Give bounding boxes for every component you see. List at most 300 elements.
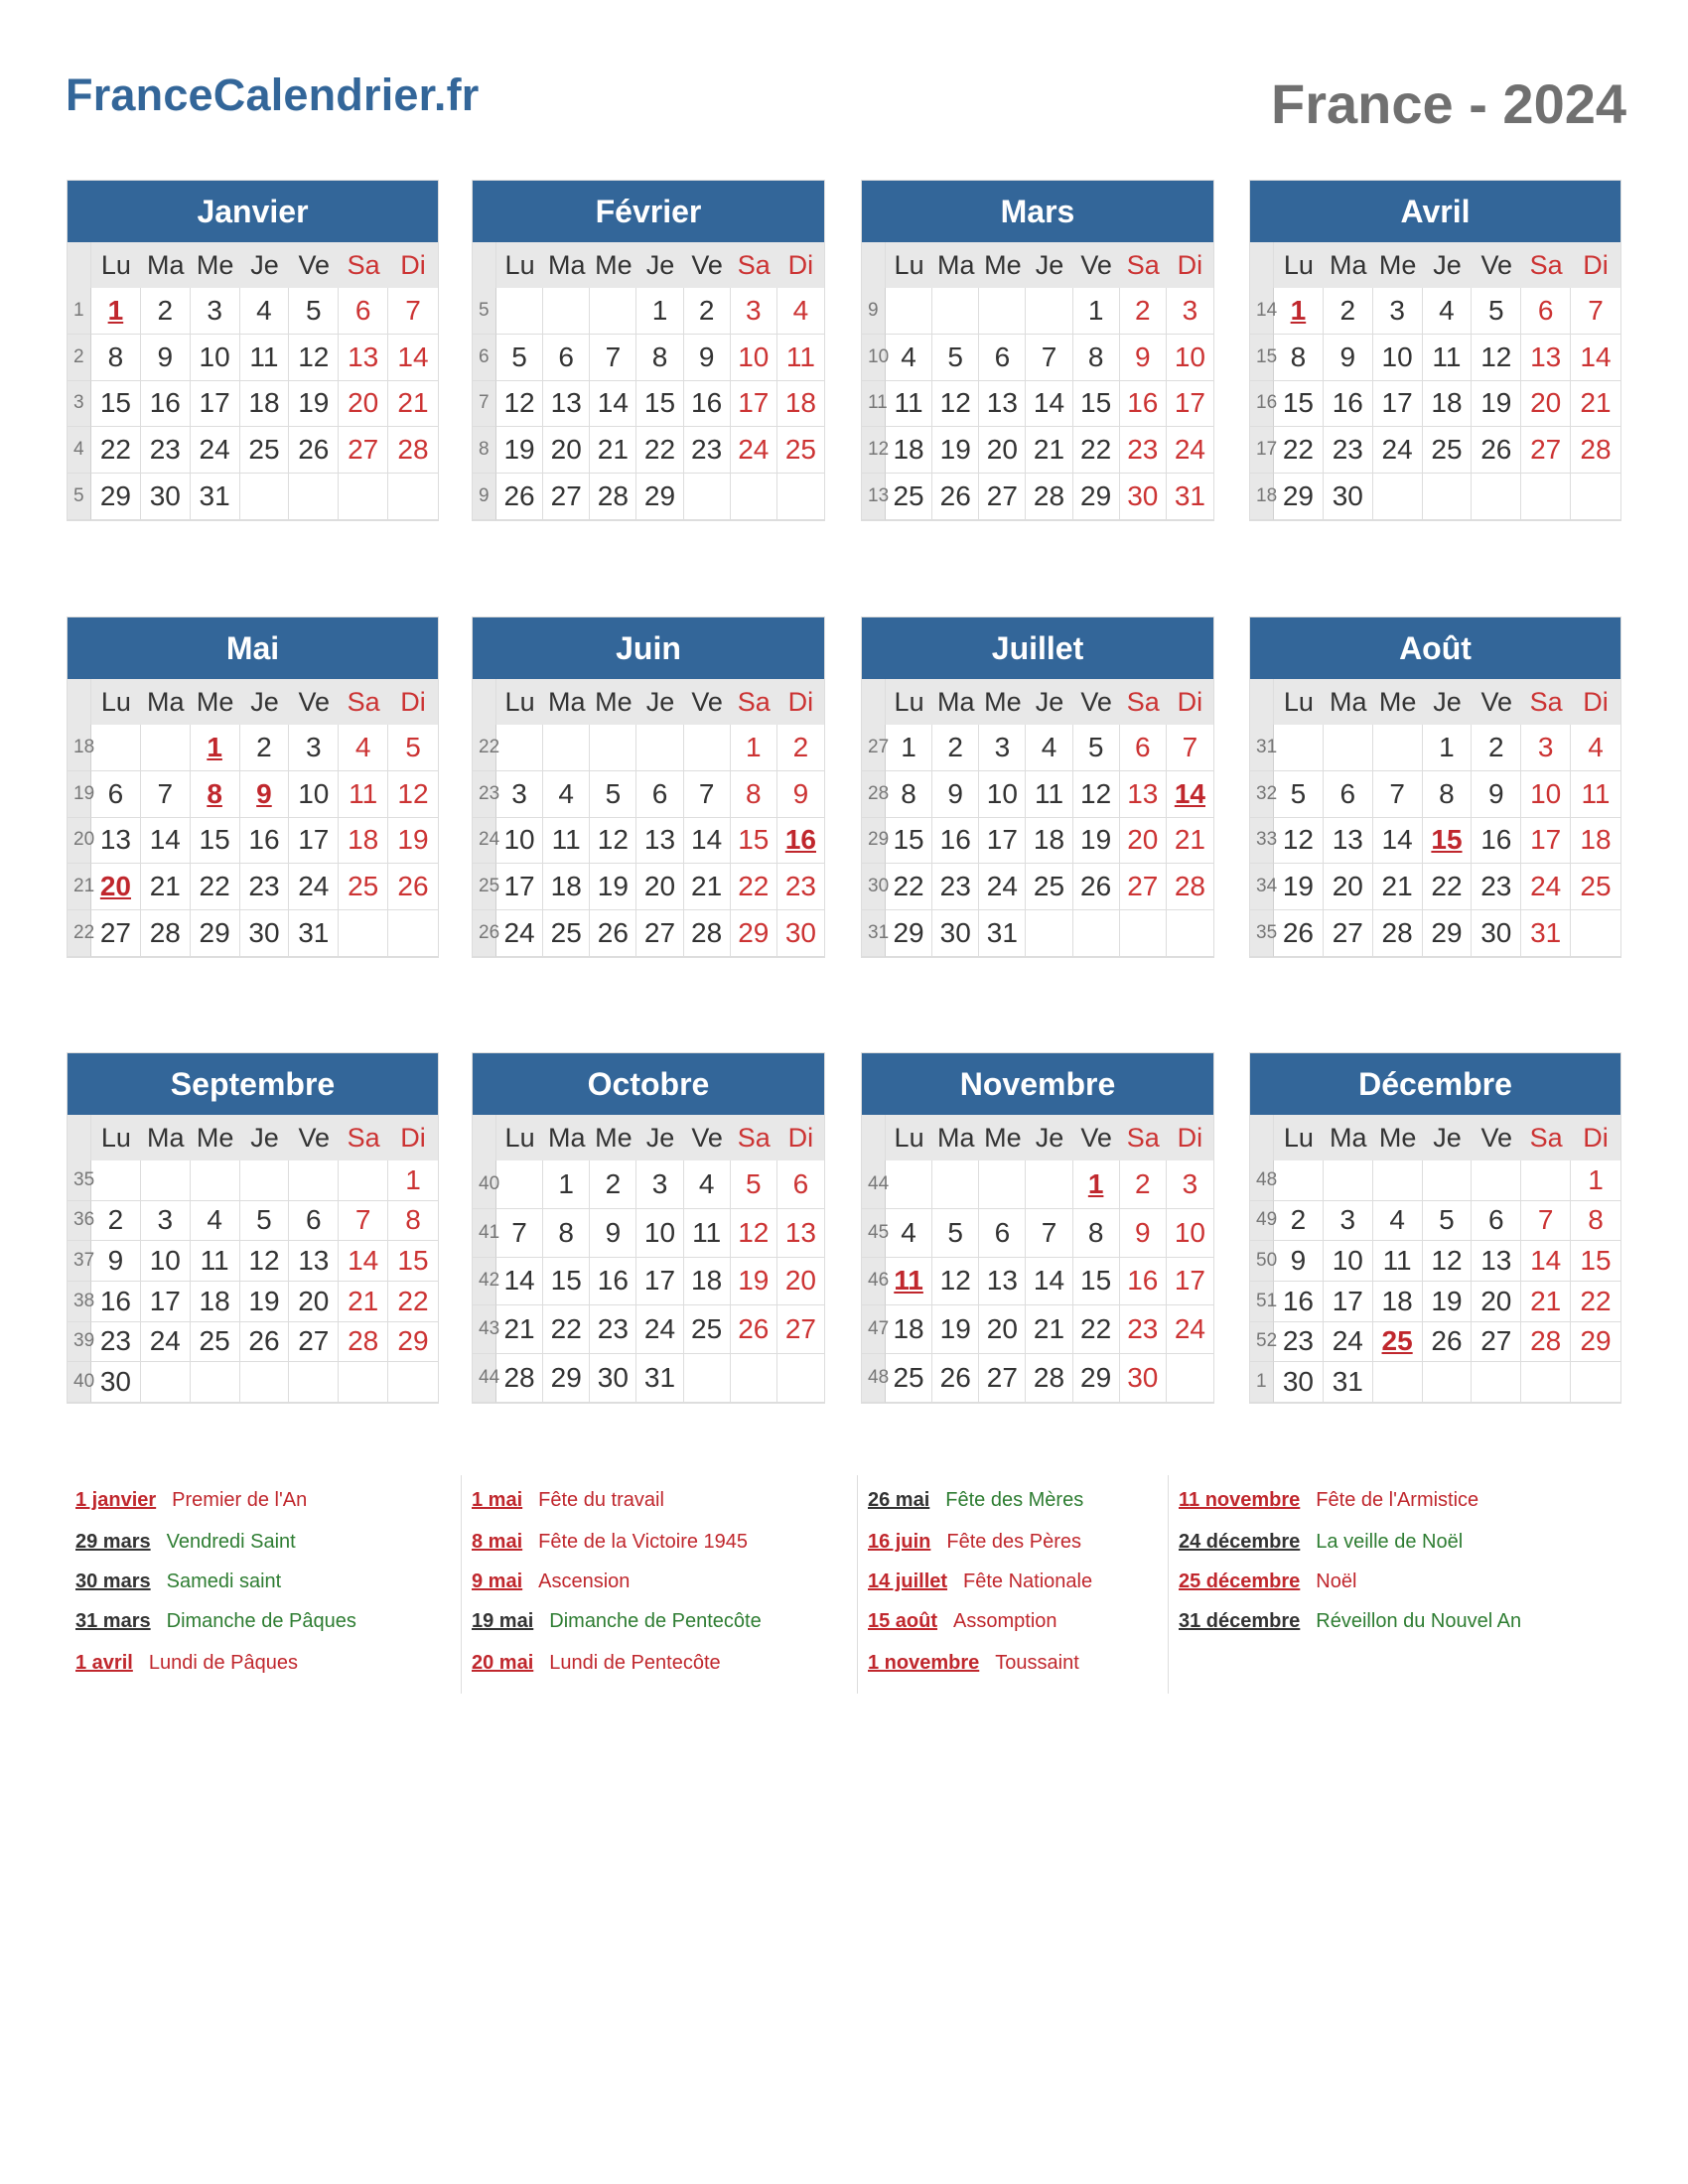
day-cell[interactable]: 17 [1167, 1258, 1213, 1306]
day-cell[interactable]: 11 [1571, 771, 1620, 818]
day-cell[interactable]: 4 [240, 288, 290, 335]
day-cell[interactable]: 17 [191, 381, 240, 428]
day-cell[interactable]: 23 [684, 427, 731, 474]
day-cell[interactable]: 8 [636, 335, 683, 381]
day-cell[interactable]: 2 [1472, 725, 1521, 771]
holiday-day-cell[interactable]: 15 [1423, 818, 1473, 865]
day-cell[interactable]: 21 [590, 427, 636, 474]
holiday-date[interactable]: 24 décembre [1179, 1531, 1301, 1553]
day-cell[interactable]: 7 [388, 288, 438, 335]
day-cell[interactable]: 3 [1167, 288, 1213, 335]
day-cell[interactable]: 9 [1324, 335, 1373, 381]
day-cell[interactable]: 1 [388, 1160, 438, 1201]
day-cell[interactable]: 8 [1274, 335, 1324, 381]
day-cell[interactable]: 15 [388, 1241, 438, 1282]
day-cell[interactable]: 4 [777, 288, 824, 335]
day-cell[interactable]: 11 [777, 335, 824, 381]
day-cell[interactable]: 22 [1274, 427, 1324, 474]
day-cell[interactable]: 12 [289, 335, 339, 381]
day-cell[interactable]: 14 [141, 818, 191, 865]
day-cell[interactable]: 29 [1423, 910, 1473, 957]
day-cell[interactable]: 2 [1324, 288, 1373, 335]
day-cell[interactable]: 4 [1373, 1201, 1423, 1242]
day-cell[interactable]: 23 [932, 864, 979, 910]
day-cell[interactable]: 29 [1571, 1322, 1620, 1363]
day-cell[interactable]: 17 [1373, 381, 1423, 428]
day-cell[interactable]: 20 [636, 864, 683, 910]
day-cell[interactable]: 6 [1120, 725, 1167, 771]
day-cell[interactable]: 1 [1073, 288, 1120, 335]
day-cell[interactable]: 27 [91, 910, 141, 957]
day-cell[interactable]: 18 [543, 864, 590, 910]
day-cell[interactable]: 7 [141, 771, 191, 818]
day-cell[interactable]: 8 [1073, 335, 1120, 381]
day-cell[interactable]: 10 [1167, 335, 1213, 381]
day-cell[interactable]: 31 [191, 474, 240, 520]
day-cell[interactable]: 18 [191, 1282, 240, 1322]
day-cell[interactable]: 23 [1472, 864, 1521, 910]
day-cell[interactable]: 14 [1521, 1241, 1571, 1282]
day-cell[interactable]: 23 [1120, 1305, 1167, 1354]
day-cell[interactable]: 22 [191, 864, 240, 910]
day-cell[interactable]: 6 [1324, 771, 1373, 818]
day-cell[interactable]: 5 [932, 335, 979, 381]
day-cell[interactable]: 7 [590, 335, 636, 381]
day-cell[interactable]: 4 [1423, 288, 1473, 335]
day-cell[interactable]: 30 [1324, 474, 1373, 520]
day-cell[interactable]: 3 [496, 771, 543, 818]
day-cell[interactable]: 21 [1571, 381, 1620, 428]
day-cell[interactable]: 23 [141, 427, 191, 474]
day-cell[interactable]: 13 [339, 335, 388, 381]
day-cell[interactable]: 29 [388, 1322, 438, 1363]
day-cell[interactable]: 5 [1274, 771, 1324, 818]
day-cell[interactable]: 7 [1571, 288, 1620, 335]
day-cell[interactable]: 18 [886, 427, 932, 474]
holiday-date[interactable]: 19 mai [472, 1610, 534, 1632]
day-cell[interactable]: 11 [1026, 771, 1072, 818]
day-cell[interactable]: 31 [636, 1354, 683, 1403]
day-cell[interactable]: 28 [1373, 910, 1423, 957]
day-cell[interactable]: 27 [1120, 864, 1167, 910]
day-cell[interactable]: 15 [1073, 1258, 1120, 1306]
day-cell[interactable]: 21 [496, 1305, 543, 1354]
day-cell[interactable]: 27 [979, 1354, 1026, 1403]
holiday-date[interactable]: 30 mars [75, 1570, 151, 1592]
day-cell[interactable]: 19 [932, 1305, 979, 1354]
day-cell[interactable]: 7 [1373, 771, 1423, 818]
day-cell[interactable]: 25 [240, 427, 290, 474]
day-cell[interactable]: 8 [91, 335, 141, 381]
day-cell[interactable]: 5 [240, 1201, 290, 1242]
day-cell[interactable]: 9 [91, 1241, 141, 1282]
day-cell[interactable]: 26 [1423, 1322, 1473, 1363]
day-cell[interactable]: 26 [496, 474, 543, 520]
day-cell[interactable]: 30 [1274, 1362, 1324, 1403]
day-cell[interactable]: 29 [191, 910, 240, 957]
day-cell[interactable]: 6 [979, 335, 1026, 381]
day-cell[interactable]: 17 [1324, 1282, 1373, 1322]
holiday-date[interactable]: 16 juin [868, 1531, 931, 1553]
day-cell[interactable]: 17 [1521, 818, 1571, 865]
day-cell[interactable]: 19 [1073, 818, 1120, 865]
day-cell[interactable]: 3 [1521, 725, 1571, 771]
day-cell[interactable]: 19 [731, 1258, 777, 1306]
day-cell[interactable]: 22 [1423, 864, 1473, 910]
day-cell[interactable]: 6 [289, 1201, 339, 1242]
day-cell[interactable]: 23 [777, 864, 824, 910]
day-cell[interactable]: 17 [636, 1258, 683, 1306]
day-cell[interactable]: 16 [1120, 1258, 1167, 1306]
day-cell[interactable]: 24 [979, 864, 1026, 910]
day-cell[interactable]: 2 [777, 725, 824, 771]
day-cell[interactable]: 10 [979, 771, 1026, 818]
day-cell[interactable]: 20 [1521, 381, 1571, 428]
day-cell[interactable]: 18 [1026, 818, 1072, 865]
day-cell[interactable]: 27 [543, 474, 590, 520]
day-cell[interactable]: 29 [1073, 1354, 1120, 1403]
day-cell[interactable]: 27 [636, 910, 683, 957]
day-cell[interactable]: 29 [1073, 474, 1120, 520]
day-cell[interactable]: 29 [731, 910, 777, 957]
day-cell[interactable]: 2 [1120, 288, 1167, 335]
day-cell[interactable]: 15 [1073, 381, 1120, 428]
day-cell[interactable]: 22 [731, 864, 777, 910]
day-cell[interactable]: 13 [636, 818, 683, 865]
holiday-day-cell[interactable]: 1 [191, 725, 240, 771]
day-cell[interactable]: 2 [91, 1201, 141, 1242]
day-cell[interactable]: 13 [543, 381, 590, 428]
day-cell[interactable]: 22 [91, 427, 141, 474]
day-cell[interactable]: 1 [886, 725, 932, 771]
day-cell[interactable]: 8 [886, 771, 932, 818]
day-cell[interactable]: 27 [1521, 427, 1571, 474]
day-cell[interactable]: 13 [1472, 1241, 1521, 1282]
day-cell[interactable]: 24 [289, 864, 339, 910]
day-cell[interactable]: 18 [777, 381, 824, 428]
day-cell[interactable]: 25 [1423, 427, 1473, 474]
day-cell[interactable]: 16 [141, 381, 191, 428]
day-cell[interactable]: 25 [543, 910, 590, 957]
holiday-day-cell[interactable]: 20 [91, 864, 141, 910]
day-cell[interactable]: 2 [1120, 1160, 1167, 1209]
day-cell[interactable]: 19 [1472, 381, 1521, 428]
day-cell[interactable]: 5 [289, 288, 339, 335]
holiday-date[interactable]: 25 décembre [1179, 1570, 1301, 1592]
day-cell[interactable]: 19 [289, 381, 339, 428]
day-cell[interactable]: 2 [684, 288, 731, 335]
day-cell[interactable]: 3 [141, 1201, 191, 1242]
day-cell[interactable]: 16 [1274, 1282, 1324, 1322]
day-cell[interactable]: 3 [289, 725, 339, 771]
day-cell[interactable]: 22 [636, 427, 683, 474]
day-cell[interactable]: 12 [1472, 335, 1521, 381]
day-cell[interactable]: 18 [240, 381, 290, 428]
day-cell[interactable]: 15 [731, 818, 777, 865]
day-cell[interactable]: 28 [141, 910, 191, 957]
day-cell[interactable]: 17 [731, 381, 777, 428]
day-cell[interactable]: 10 [1373, 335, 1423, 381]
day-cell[interactable]: 1 [543, 1160, 590, 1209]
day-cell[interactable]: 4 [191, 1201, 240, 1242]
day-cell[interactable]: 14 [1026, 1258, 1072, 1306]
day-cell[interactable]: 10 [289, 771, 339, 818]
day-cell[interactable]: 13 [91, 818, 141, 865]
day-cell[interactable]: 16 [240, 818, 290, 865]
holiday-date[interactable]: 31 décembre [1179, 1610, 1301, 1632]
day-cell[interactable]: 1 [1423, 725, 1473, 771]
day-cell[interactable]: 26 [388, 864, 438, 910]
day-cell[interactable]: 15 [886, 818, 932, 865]
day-cell[interactable]: 20 [289, 1282, 339, 1322]
day-cell[interactable]: 21 [339, 1282, 388, 1322]
day-cell[interactable]: 13 [1324, 818, 1373, 865]
day-cell[interactable]: 11 [1423, 335, 1473, 381]
day-cell[interactable]: 10 [191, 335, 240, 381]
day-cell[interactable]: 24 [636, 1305, 683, 1354]
day-cell[interactable]: 5 [1423, 1201, 1473, 1242]
day-cell[interactable]: 10 [636, 1209, 683, 1258]
day-cell[interactable]: 26 [731, 1305, 777, 1354]
day-cell[interactable]: 25 [886, 1354, 932, 1403]
day-cell[interactable]: 28 [590, 474, 636, 520]
day-cell[interactable]: 28 [1571, 427, 1620, 474]
day-cell[interactable]: 4 [543, 771, 590, 818]
day-cell[interactable]: 2 [141, 288, 191, 335]
holiday-date[interactable]: 20 mai [472, 1652, 534, 1674]
day-cell[interactable]: 12 [388, 771, 438, 818]
day-cell[interactable]: 21 [1521, 1282, 1571, 1322]
day-cell[interactable]: 31 [1521, 910, 1571, 957]
day-cell[interactable]: 27 [979, 474, 1026, 520]
day-cell[interactable]: 28 [1026, 1354, 1072, 1403]
day-cell[interactable]: 23 [1274, 1322, 1324, 1363]
day-cell[interactable]: 20 [543, 427, 590, 474]
day-cell[interactable]: 9 [1120, 1209, 1167, 1258]
day-cell[interactable]: 7 [1521, 1201, 1571, 1242]
day-cell[interactable]: 14 [1373, 818, 1423, 865]
day-cell[interactable]: 20 [339, 381, 388, 428]
day-cell[interactable]: 17 [496, 864, 543, 910]
day-cell[interactable]: 1 [1571, 1160, 1620, 1201]
day-cell[interactable]: 23 [1324, 427, 1373, 474]
day-cell[interactable]: 20 [1120, 818, 1167, 865]
day-cell[interactable]: 9 [684, 335, 731, 381]
day-cell[interactable]: 24 [731, 427, 777, 474]
holiday-day-cell[interactable]: 14 [1167, 771, 1213, 818]
day-cell[interactable]: 14 [496, 1258, 543, 1306]
day-cell[interactable]: 19 [590, 864, 636, 910]
day-cell[interactable]: 24 [1324, 1322, 1373, 1363]
day-cell[interactable]: 27 [777, 1305, 824, 1354]
day-cell[interactable]: 16 [684, 381, 731, 428]
day-cell[interactable]: 4 [339, 725, 388, 771]
day-cell[interactable]: 12 [1423, 1241, 1473, 1282]
day-cell[interactable]: 17 [1167, 381, 1213, 428]
day-cell[interactable]: 3 [191, 288, 240, 335]
day-cell[interactable]: 21 [1026, 1305, 1072, 1354]
day-cell[interactable]: 11 [191, 1241, 240, 1282]
day-cell[interactable]: 30 [141, 474, 191, 520]
day-cell[interactable]: 21 [141, 864, 191, 910]
day-cell[interactable]: 7 [339, 1201, 388, 1242]
day-cell[interactable]: 7 [684, 771, 731, 818]
holiday-date[interactable]: 15 août [868, 1610, 938, 1632]
day-cell[interactable]: 26 [590, 910, 636, 957]
holiday-day-cell[interactable]: 25 [1373, 1322, 1423, 1363]
day-cell[interactable]: 22 [886, 864, 932, 910]
day-cell[interactable]: 2 [240, 725, 290, 771]
day-cell[interactable]: 12 [932, 1258, 979, 1306]
day-cell[interactable]: 25 [1026, 864, 1072, 910]
day-cell[interactable]: 13 [979, 1258, 1026, 1306]
day-cell[interactable]: 6 [339, 288, 388, 335]
day-cell[interactable]: 1 [636, 288, 683, 335]
day-cell[interactable]: 23 [590, 1305, 636, 1354]
day-cell[interactable]: 30 [590, 1354, 636, 1403]
day-cell[interactable]: 9 [777, 771, 824, 818]
day-cell[interactable]: 5 [388, 725, 438, 771]
day-cell[interactable]: 8 [1571, 1201, 1620, 1242]
day-cell[interactable]: 24 [141, 1322, 191, 1363]
holiday-date[interactable]: 1 janvier [75, 1489, 157, 1511]
day-cell[interactable]: 9 [1274, 1241, 1324, 1282]
day-cell[interactable]: 10 [1324, 1241, 1373, 1282]
day-cell[interactable]: 28 [339, 1322, 388, 1363]
day-cell[interactable]: 20 [777, 1258, 824, 1306]
day-cell[interactable]: 13 [777, 1209, 824, 1258]
day-cell[interactable]: 13 [1521, 335, 1571, 381]
day-cell[interactable]: 7 [1026, 1209, 1072, 1258]
day-cell[interactable]: 21 [684, 864, 731, 910]
day-cell[interactable]: 5 [932, 1209, 979, 1258]
day-cell[interactable]: 22 [543, 1305, 590, 1354]
day-cell[interactable]: 25 [777, 427, 824, 474]
day-cell[interactable]: 5 [590, 771, 636, 818]
day-cell[interactable]: 21 [1373, 864, 1423, 910]
day-cell[interactable]: 28 [1026, 474, 1072, 520]
day-cell[interactable]: 12 [496, 381, 543, 428]
day-cell[interactable]: 29 [636, 474, 683, 520]
day-cell[interactable]: 13 [289, 1241, 339, 1282]
day-cell[interactable]: 28 [496, 1354, 543, 1403]
day-cell[interactable]: 31 [979, 910, 1026, 957]
day-cell[interactable]: 20 [1472, 1282, 1521, 1322]
day-cell[interactable]: 26 [240, 1322, 290, 1363]
day-cell[interactable]: 27 [339, 427, 388, 474]
day-cell[interactable]: 30 [91, 1362, 141, 1403]
day-cell[interactable]: 6 [1472, 1201, 1521, 1242]
day-cell[interactable]: 12 [932, 381, 979, 428]
day-cell[interactable]: 13 [1120, 771, 1167, 818]
day-cell[interactable]: 10 [141, 1241, 191, 1282]
day-cell[interactable]: 14 [1026, 381, 1072, 428]
holiday-day-cell[interactable]: 1 [1073, 1160, 1120, 1209]
day-cell[interactable]: 29 [886, 910, 932, 957]
day-cell[interactable]: 31 [289, 910, 339, 957]
day-cell[interactable]: 16 [590, 1258, 636, 1306]
day-cell[interactable]: 21 [1167, 818, 1213, 865]
day-cell[interactable]: 12 [1073, 771, 1120, 818]
day-cell[interactable]: 17 [289, 818, 339, 865]
day-cell[interactable]: 14 [590, 381, 636, 428]
day-cell[interactable]: 28 [388, 427, 438, 474]
day-cell[interactable]: 4 [886, 1209, 932, 1258]
day-cell[interactable]: 14 [339, 1241, 388, 1282]
day-cell[interactable]: 22 [1073, 1305, 1120, 1354]
holiday-date[interactable]: 8 mai [472, 1531, 523, 1553]
day-cell[interactable]: 31 [1324, 1362, 1373, 1403]
holiday-day-cell[interactable]: 1 [1274, 288, 1324, 335]
day-cell[interactable]: 19 [240, 1282, 290, 1322]
day-cell[interactable]: 22 [1073, 427, 1120, 474]
day-cell[interactable]: 27 [1472, 1322, 1521, 1363]
holiday-date[interactable]: 26 mai [868, 1489, 930, 1511]
holiday-date[interactable]: 1 avril [75, 1652, 133, 1674]
day-cell[interactable]: 6 [979, 1209, 1026, 1258]
day-cell[interactable]: 16 [1120, 381, 1167, 428]
day-cell[interactable]: 8 [388, 1201, 438, 1242]
day-cell[interactable]: 6 [777, 1160, 824, 1209]
day-cell[interactable]: 31 [1167, 474, 1213, 520]
day-cell[interactable]: 24 [1373, 427, 1423, 474]
day-cell[interactable]: 5 [496, 335, 543, 381]
day-cell[interactable]: 28 [1167, 864, 1213, 910]
day-cell[interactable]: 3 [636, 1160, 683, 1209]
day-cell[interactable]: 2 [590, 1160, 636, 1209]
day-cell[interactable]: 16 [1324, 381, 1373, 428]
day-cell[interactable]: 30 [1120, 1354, 1167, 1403]
day-cell[interactable]: 19 [388, 818, 438, 865]
day-cell[interactable]: 11 [543, 818, 590, 865]
day-cell[interactable]: 6 [1521, 288, 1571, 335]
day-cell[interactable]: 24 [1521, 864, 1571, 910]
day-cell[interactable]: 19 [496, 427, 543, 474]
day-cell[interactable]: 14 [388, 335, 438, 381]
day-cell[interactable]: 23 [1120, 427, 1167, 474]
day-cell[interactable]: 10 [496, 818, 543, 865]
day-cell[interactable]: 7 [496, 1209, 543, 1258]
day-cell[interactable]: 11 [339, 771, 388, 818]
day-cell[interactable]: 26 [1073, 864, 1120, 910]
holiday-day-cell[interactable]: 1 [91, 288, 141, 335]
day-cell[interactable]: 9 [1472, 771, 1521, 818]
day-cell[interactable]: 23 [240, 864, 290, 910]
day-cell[interactable]: 24 [191, 427, 240, 474]
holiday-day-cell[interactable]: 9 [240, 771, 290, 818]
day-cell[interactable]: 18 [1423, 381, 1473, 428]
day-cell[interactable]: 20 [1324, 864, 1373, 910]
holiday-date[interactable]: 29 mars [75, 1531, 151, 1553]
holiday-date[interactable]: 14 juillet [868, 1570, 948, 1592]
day-cell[interactable]: 13 [979, 381, 1026, 428]
day-cell[interactable]: 18 [339, 818, 388, 865]
day-cell[interactable]: 26 [1472, 427, 1521, 474]
day-cell[interactable]: 17 [141, 1282, 191, 1322]
day-cell[interactable]: 9 [1120, 335, 1167, 381]
day-cell[interactable]: 3 [979, 725, 1026, 771]
holiday-day-cell[interactable]: 16 [777, 818, 824, 865]
day-cell[interactable]: 30 [777, 910, 824, 957]
day-cell[interactable]: 30 [240, 910, 290, 957]
day-cell[interactable]: 26 [932, 1354, 979, 1403]
day-cell[interactable]: 5 [1472, 288, 1521, 335]
day-cell[interactable]: 10 [1167, 1209, 1213, 1258]
day-cell[interactable]: 20 [979, 1305, 1026, 1354]
day-cell[interactable]: 5 [731, 1160, 777, 1209]
day-cell[interactable]: 24 [496, 910, 543, 957]
day-cell[interactable]: 30 [932, 910, 979, 957]
